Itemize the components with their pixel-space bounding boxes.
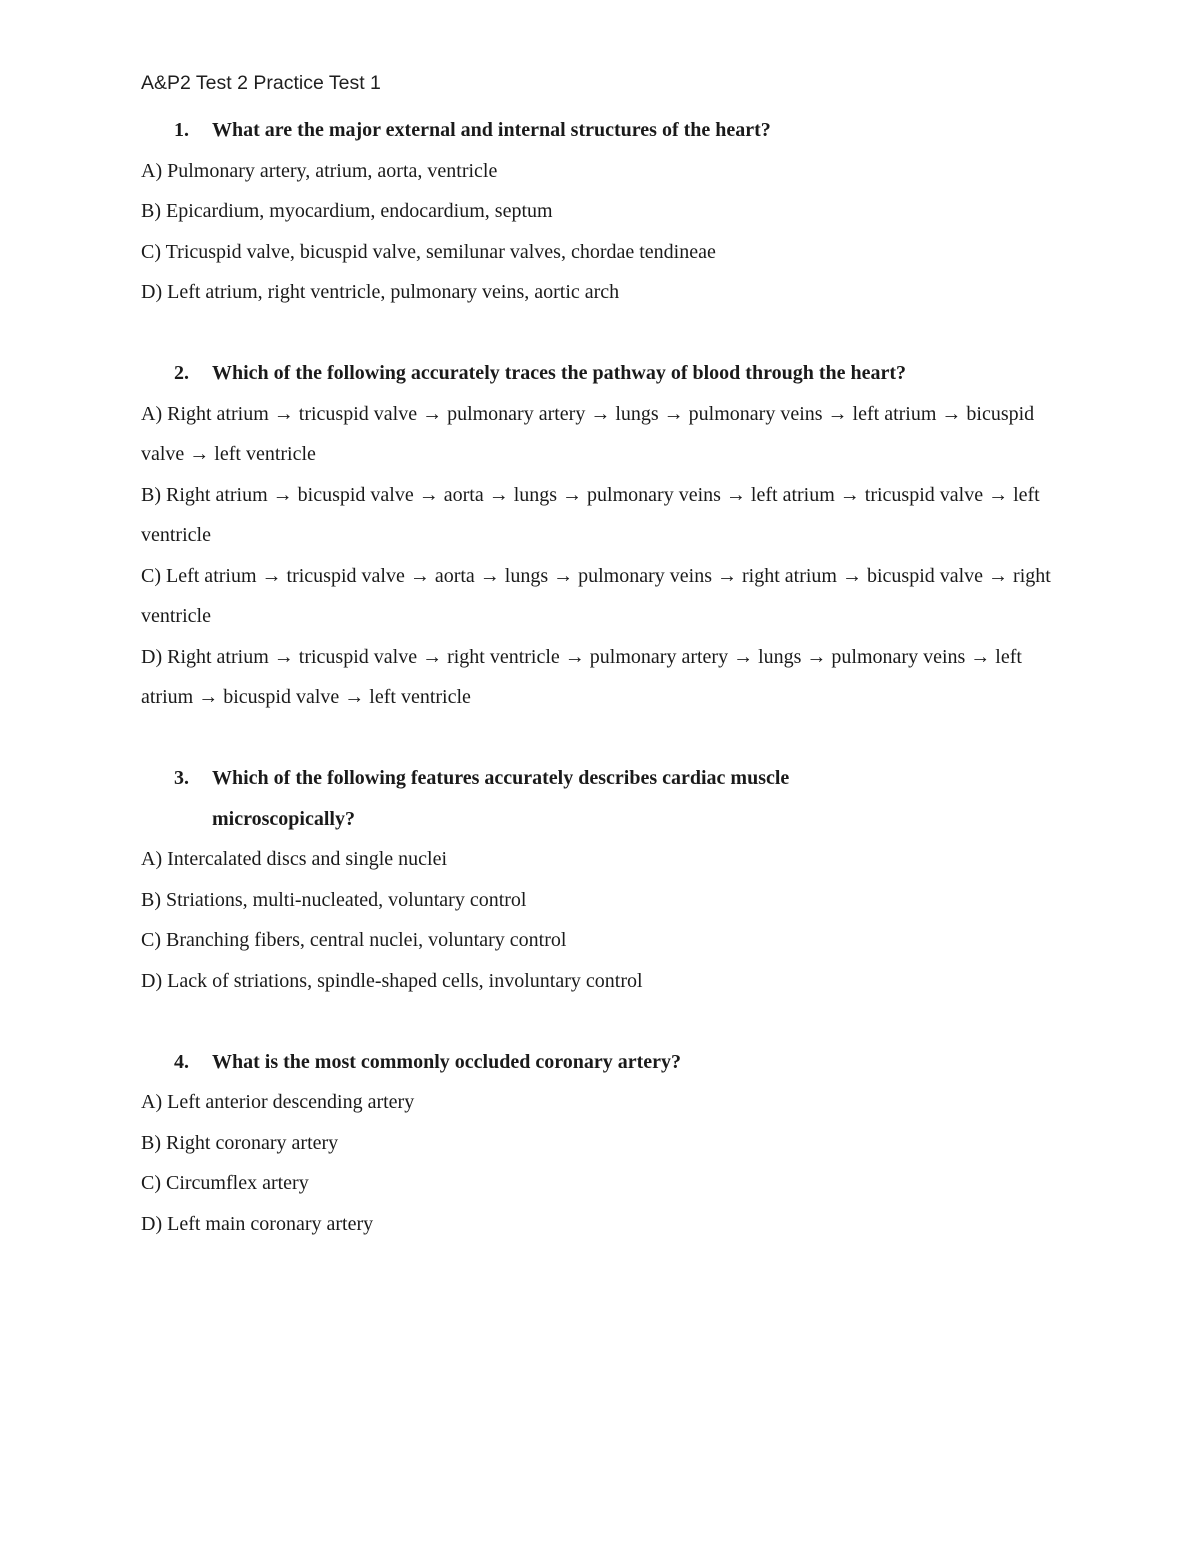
answer-option-a: A) Right atrium → tricuspid valve → pulmonary artery → lungs → pulmonary veins → left atrium → bicuspid valve → left ventricle — [141, 402, 1035, 465]
question-3 — [141, 758, 1071, 1001]
question-heading — [141, 110, 1071, 151]
answer-options — [141, 839, 1071, 1001]
answer-option-c: C) Circumflex artery — [141, 1172, 309, 1194]
answer-option-d: D) Left main coronary artery — [141, 1212, 374, 1235]
answer-option-c: C) Left atrium → tricuspid valve → aorta → lungs → pulmonary veins → right atrium → bicuspid valve → right ventricle — [141, 564, 1051, 627]
question-2 — [141, 353, 1071, 718]
document-page — [141, 68, 1071, 1244]
question-heading — [141, 1042, 1071, 1083]
question-text: Which of the following features accurately describes cardiac muscle microscopically? — [212, 767, 790, 830]
answer-option-b: B) Right coronary artery — [141, 1131, 339, 1154]
answer-option-a: A) Left anterior descending artery — [141, 1091, 415, 1113]
answer-option-c: C) Branching fibers, central nuclei, voluntary control — [141, 929, 567, 951]
answer-option-d: D) Left atrium, right ventricle, pulmonary veins, aortic arch — [141, 281, 620, 303]
question-text: Which of the following accurately traces the pathway of blood through the heart? — [212, 362, 907, 384]
answer-options — [141, 1082, 1071, 1244]
question-number: 4. — [174, 1050, 189, 1073]
question-number: 3. — [174, 767, 189, 789]
answer-option-c: C) Tricuspid valve, bicuspid valve, semilunar valves, chordae tendineae — [141, 240, 716, 263]
question-1 — [141, 110, 1071, 313]
answer-option-b: B) Epicardium, myocardium, endocardium, septum — [141, 200, 553, 222]
question-4 — [141, 1042, 1071, 1245]
question-number: 2. — [174, 362, 189, 384]
answer-options — [141, 151, 1071, 313]
question-number: 1. — [174, 119, 189, 141]
question-heading — [141, 758, 1071, 839]
spacer — [141, 313, 1071, 354]
answer-option-d: D) Lack of striations, spindle-shaped cells, involuntary control — [141, 969, 643, 992]
answer-options — [141, 394, 1071, 718]
document-header: A&P2 Test 2 Practice Test 1 — [141, 72, 381, 94]
answer-option-b: B) Striations, multi-nucleated, voluntary control — [141, 888, 527, 911]
question-text: What are the major external and internal structures of the heart? — [212, 119, 771, 141]
answer-option-b: B) Right atrium → bicuspid valve → aorta → lungs → pulmonary veins → left atrium → tricuspid valve → left ventricle — [141, 483, 1040, 546]
answer-option-a: A) Intercalated discs and single nuclei — [141, 848, 447, 870]
answer-option-d: D) Right atrium → tricuspid valve → right ventricle → pulmonary artery → lungs → pulmonary veins → left atrium → bicuspid valve → left ventricle — [141, 645, 1022, 708]
question-text: What is the most commonly occluded coronary artery? — [212, 1050, 682, 1073]
answer-option-a: A) Pulmonary artery, atrium, aorta, ventricle — [141, 159, 498, 182]
question-heading — [141, 353, 1071, 394]
spacer — [141, 1001, 1071, 1042]
spacer — [141, 718, 1071, 759]
